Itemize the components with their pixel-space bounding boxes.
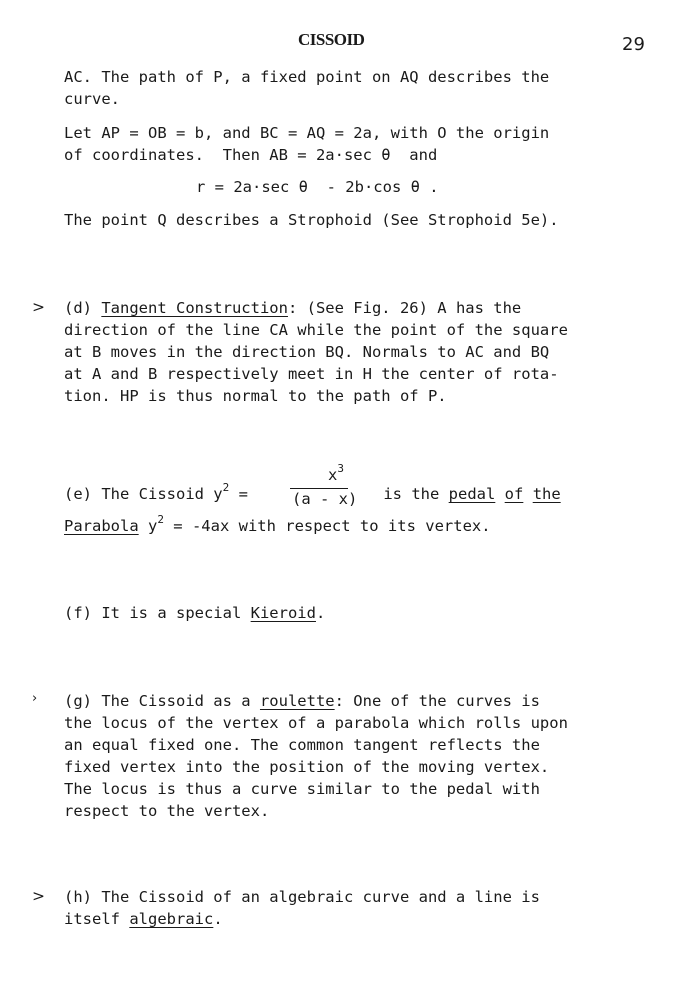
link-roulette: roulette: [259, 692, 335, 710]
section-e-line-2-b: = -4ax with respect to its vertex.: [163, 517, 491, 535]
section-d-prefix: (d): [64, 299, 102, 317]
section-e-equals: =: [229, 485, 258, 503]
section-g-line-1: [64, 691, 540, 711]
section-e-prefix: (e) The Cissoid y: [64, 485, 223, 503]
section-d-line-1: [64, 298, 521, 318]
section-d-line-3: at B moves in the direction BQ. Normals to AC and BQ: [64, 343, 550, 361]
section-f-line: [64, 603, 325, 623]
section-d-title: Tangent Construction: [101, 299, 288, 317]
section-g-line-6: respect to the vertex.: [64, 802, 270, 820]
numerator-exponent: 3: [337, 462, 344, 475]
section-g-line-4: fixed vertex into the position of the moving vertex.: [64, 758, 550, 776]
definition-line-2: of coordinates. Then AB = 2a·sec θ and: [64, 146, 438, 164]
section-h-line-2-prefix: itself: [64, 910, 130, 928]
link-pedal: pedal: [448, 485, 496, 503]
section-f-suffix: .: [315, 604, 326, 622]
section-d-line-2: direction of the line CA while the point of the square: [64, 321, 568, 339]
section-f-prefix: (f) It is a special: [64, 604, 251, 622]
link-kieroid: Kieroid: [250, 604, 316, 622]
page-header-title: CISSOID: [298, 30, 365, 49]
section-g-line-2: the locus of the vertex of a parabola which rolls upon: [64, 714, 568, 732]
link-of: of: [504, 485, 524, 503]
margin-marker-d: >: [32, 298, 45, 316]
section-e-line-1-left: [64, 481, 258, 506]
section-g-rest: : One of the curves is: [334, 692, 540, 710]
section-g-prefix: (g) The Cissoid as a: [64, 692, 260, 710]
section-h-line-2: [64, 909, 223, 929]
link-algebraic: algebraic: [129, 910, 214, 928]
definition-line-1: Let AP = OB = b, and BC = AQ = 2a, with O the origin: [64, 124, 550, 142]
fraction-numerator: [328, 462, 344, 484]
section-d-rest: : (See Fig. 26) A has the: [287, 299, 522, 317]
section-e-mid: is the: [374, 485, 449, 503]
section-g-line-3: an equal fixed one. The common tangent reflects the: [64, 736, 540, 754]
fraction-denominator: (a - x): [292, 490, 358, 508]
section-e-line-1-right: [374, 484, 561, 504]
numerator-base: x: [328, 466, 338, 484]
section-e-sup-2: 2: [157, 513, 164, 526]
link-parabola: Parabola: [64, 517, 139, 535]
page-number: 29: [622, 34, 645, 55]
polar-equation: r = 2a·sec θ - 2b·cos θ .: [196, 178, 439, 196]
section-d-line-4: at A and B respectively meet in H the center of rota-: [64, 365, 559, 383]
margin-marker-h: >: [32, 887, 45, 905]
definition-line-3: The point Q describes a Strophoid (See Strophoid 5e).: [64, 211, 559, 229]
margin-marker-g: ›: [32, 691, 38, 706]
section-g-line-5: The locus is thus a curve similar to the pedal with: [64, 780, 540, 798]
section-h-line-2-suffix: .: [213, 910, 223, 928]
link-the: the: [532, 485, 561, 503]
section-e-sup-1: 2: [222, 481, 230, 494]
intro-line-1: AC. The path of P, a fixed point on AQ describes the: [64, 68, 550, 86]
section-h-line-1: (h) The Cissoid of an algebraic curve and a line is: [64, 888, 540, 906]
section-e-line-2: [64, 513, 491, 538]
section-e-line-2-a: y: [138, 517, 158, 535]
intro-line-2: curve.: [64, 90, 120, 108]
section-d-line-5: tion. HP is thus normal to the path of P.: [64, 387, 447, 405]
fraction-bar: [290, 488, 348, 489]
